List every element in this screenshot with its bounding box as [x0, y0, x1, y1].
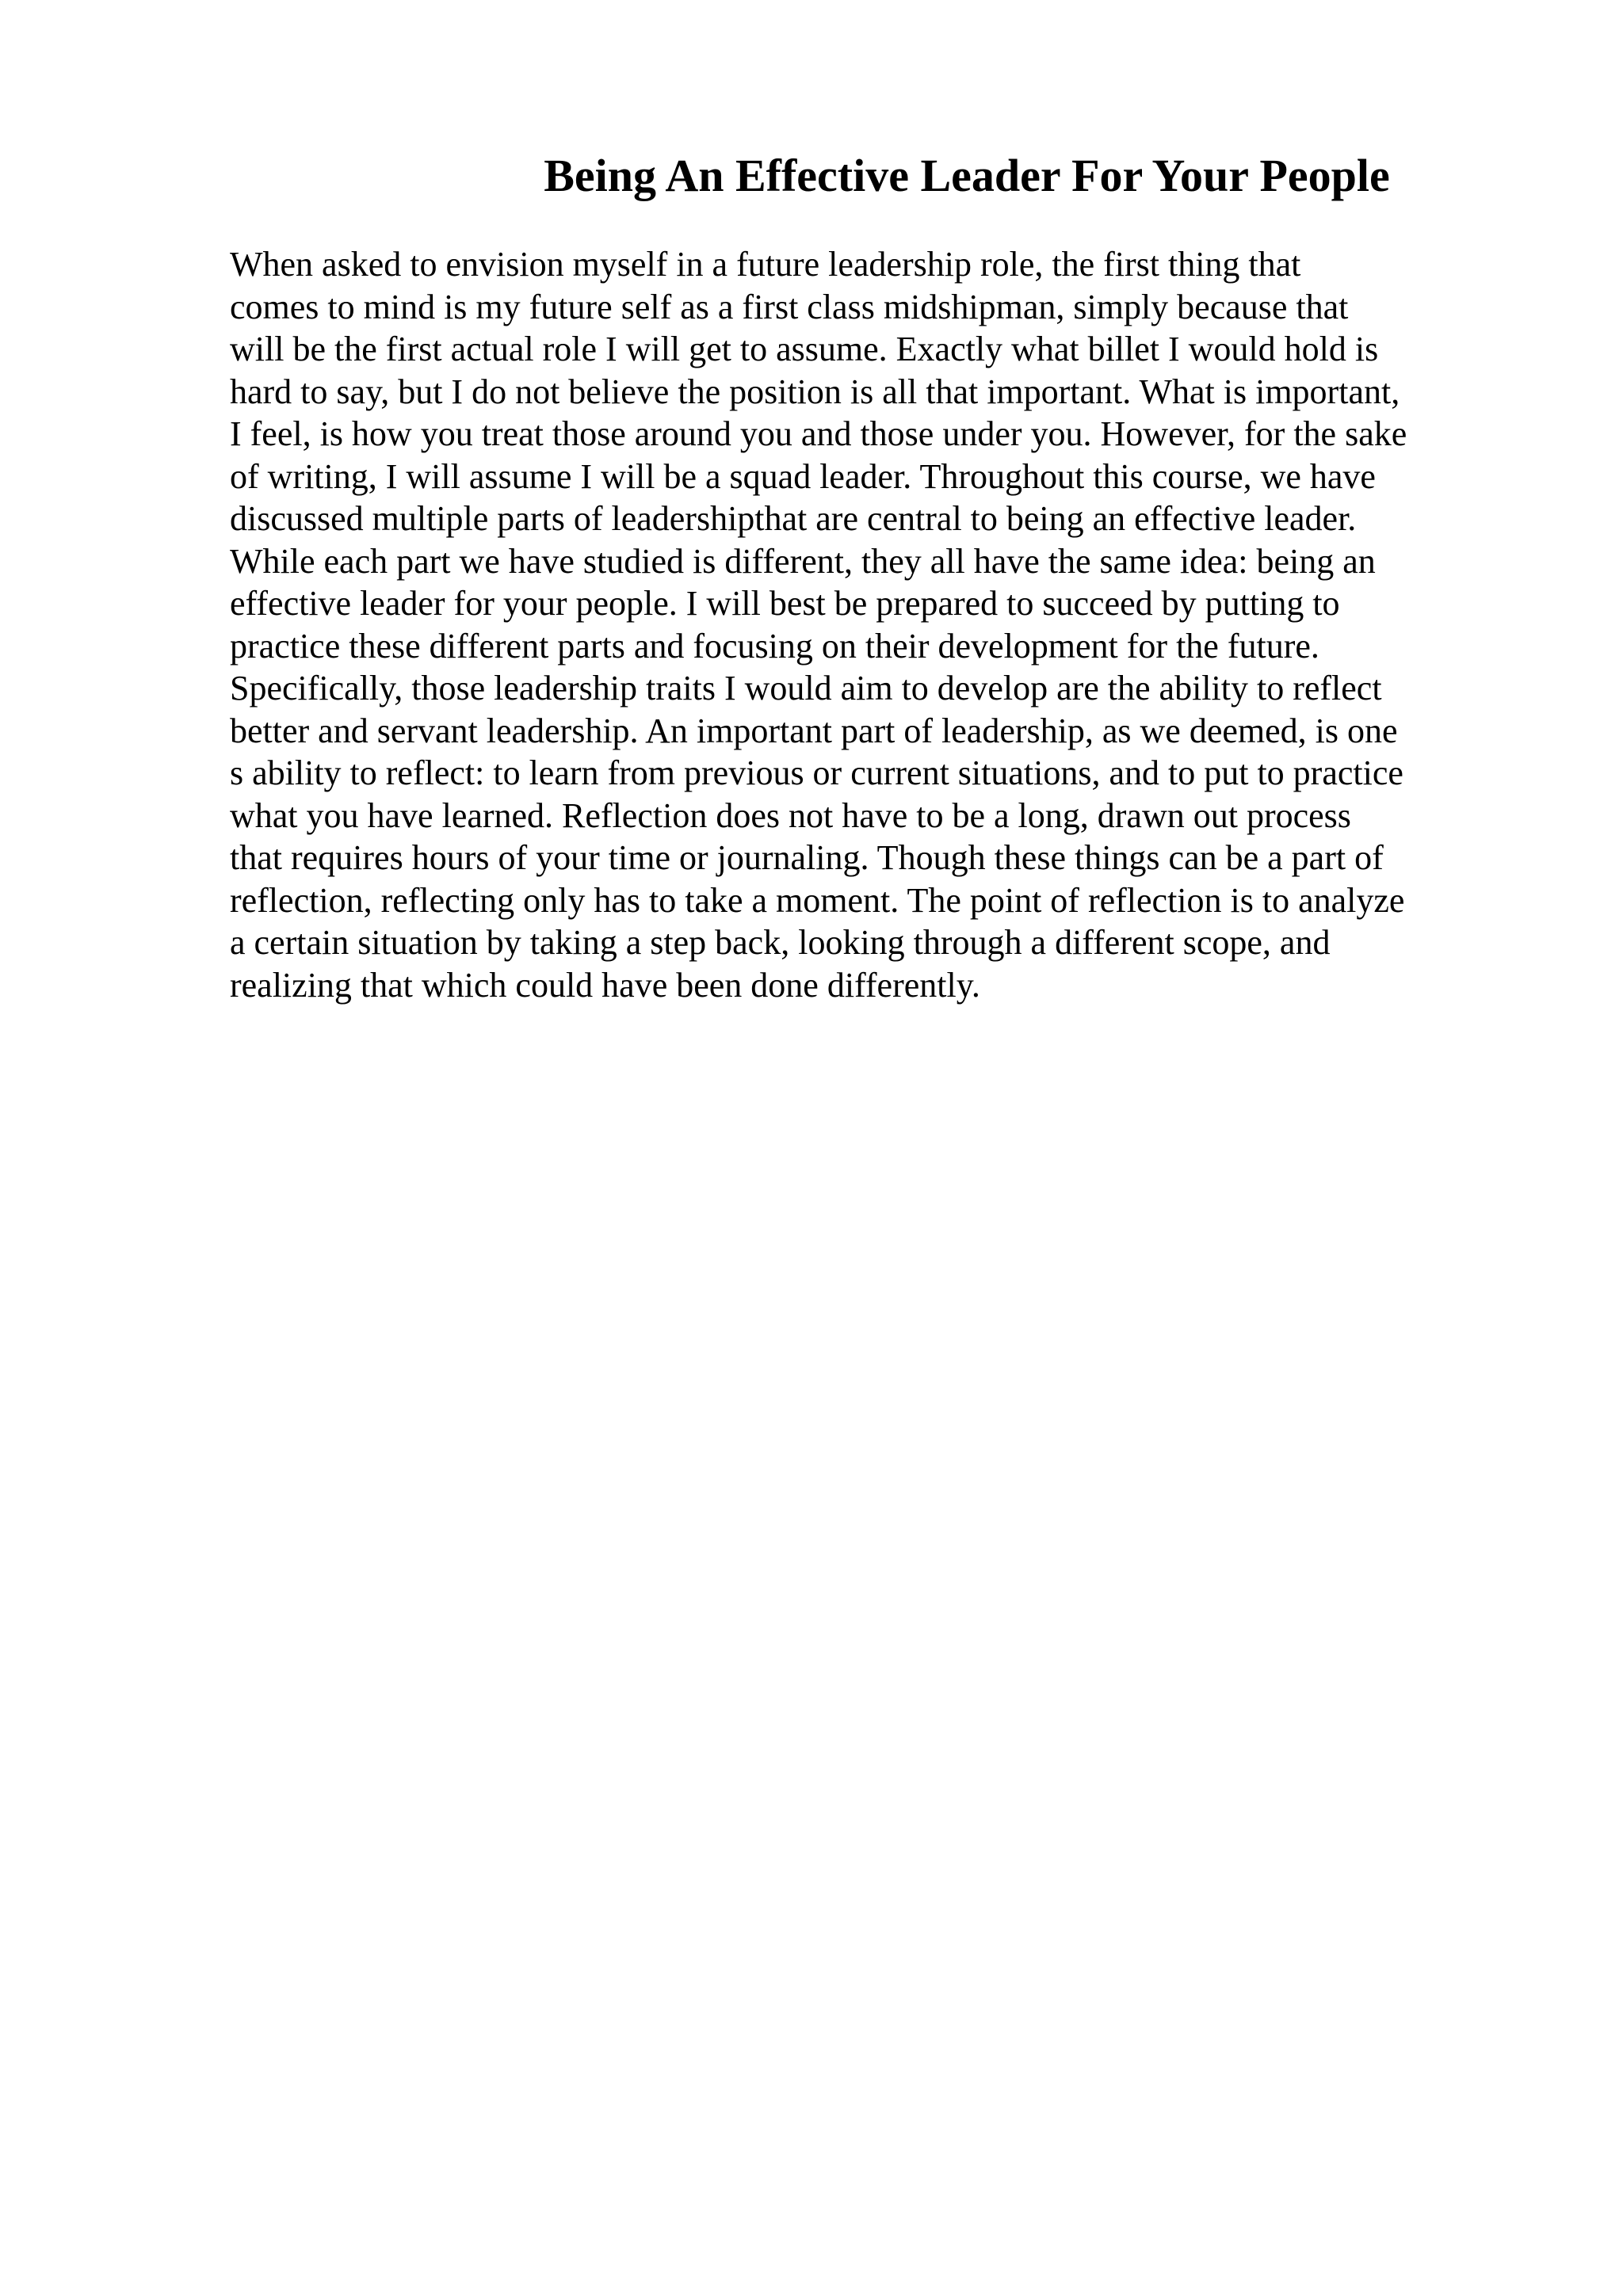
text-line: While each part we have studied is different, they all have the same idea: being an [230, 541, 1376, 581]
text-line: will be the first actual role I will get to assume. Exactly what billet I would hold is [230, 330, 1379, 368]
text-line: a certain situation by taking a step back, looking through a different scope, and [230, 923, 1331, 962]
text-line: that requires hours of your time or journaling. Though these things can be a part of [230, 838, 1384, 877]
text-line: I feel, is how you treat those around you and those under you. However, for the sake [230, 414, 1407, 453]
page-title: Being An Effective Leader For Your People [544, 150, 1390, 201]
text-line: s ability to reflect: to learn from previous or current situations, and to put to practice [230, 753, 1403, 792]
body-paragraph [230, 243, 1498, 1006]
text-line: of writing, I will assume I will be a squad leader. Throughout this course, we have [230, 456, 1376, 496]
text-line: practice these different parts and focusing on their development for the future. [230, 626, 1319, 666]
text-line: reflection, reflecting only has to take a moment. The point of reflection is to analyze [230, 880, 1405, 920]
text-line: what you have learned. Reflection does not have to be a long, drawn out process [230, 795, 1351, 835]
text-line: discussed multiple parts of leadershipthat are central to being an effective leader. [230, 499, 1357, 538]
text-line: realizing that which could have been done differently. [230, 965, 980, 1005]
text-line: better and servant leadership. An important part of leadership, as we deemed, is one [230, 711, 1398, 750]
text-line: When asked to envision myself in a future leadership role, the first thing that [230, 245, 1301, 284]
text-line: effective leader for your people. I will best be prepared to succeed by putting to [230, 584, 1340, 623]
text-line: hard to say, but I do not believe the position is all that important. What is important, [230, 372, 1400, 411]
text-line: comes to mind is my future self as a first class midshipman, simply because that [230, 287, 1349, 326]
text-line: Specifically, those leadership traits I would aim to develop are the ability to reflect [230, 669, 1382, 707]
